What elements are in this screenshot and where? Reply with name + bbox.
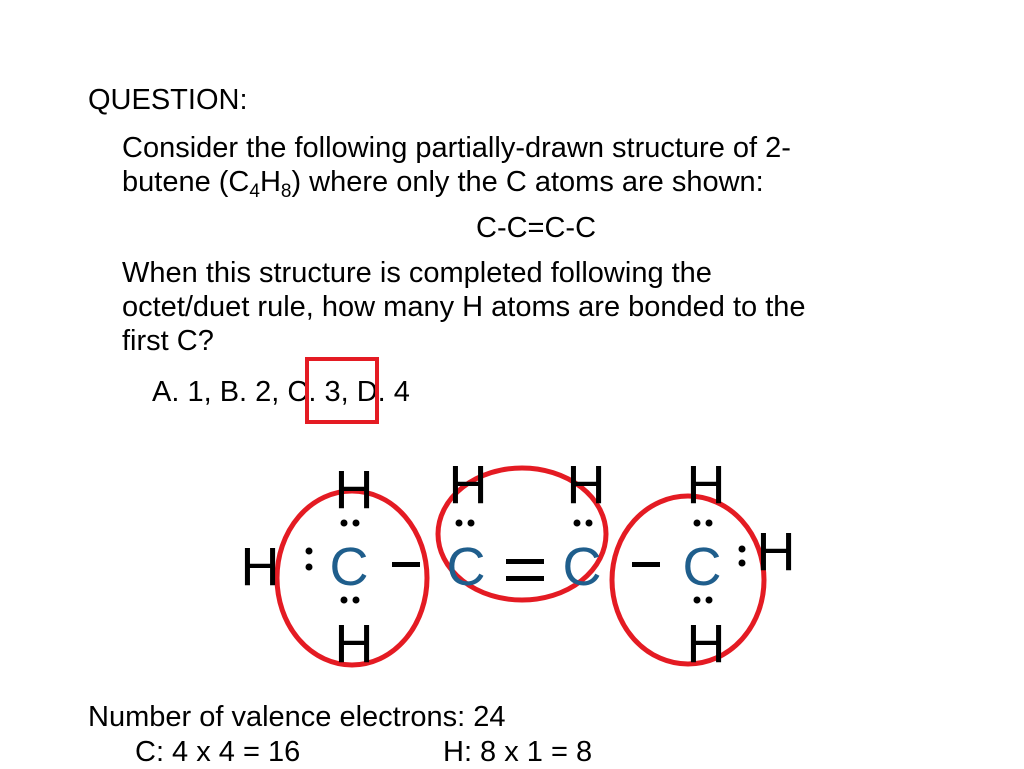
electron-pair-dot — [706, 520, 713, 527]
electron-pair-dot — [306, 564, 313, 571]
carbon-1: C — [329, 537, 369, 597]
question-line-1: Consider the following partially-drawn structure of 2- — [122, 132, 791, 164]
electron-pair-dot — [694, 597, 701, 604]
electron-pair-dot — [341, 520, 348, 527]
double-bond-top — [506, 559, 544, 564]
hydrogen-subscript: 8 — [280, 181, 292, 202]
single-bond-c1-c2 — [392, 562, 420, 567]
hydrogen-right: H — [756, 522, 796, 582]
electron-pair-dot — [468, 520, 475, 527]
carbon-valence-count: C: 4 x 4 = 16 — [135, 736, 301, 768]
hydrogen-c4-bottom: H — [686, 614, 726, 674]
answer-choices: A. 1, B. 2, C. 3, D. 4 — [152, 376, 410, 408]
prompt-line-1: When this structure is completed following the — [122, 257, 712, 289]
carbon-2: C — [446, 537, 486, 597]
hydrogen-c4-top: H — [686, 455, 726, 515]
question-line-2: butene $(C_4H_8)$ where only the C atoms are shown: — [122, 166, 764, 202]
single-bond-c3-c4 — [632, 562, 660, 567]
electron-pair-dot — [456, 520, 463, 527]
hydrogen-left: H — [240, 537, 280, 597]
electron-pair-dot — [353, 597, 360, 604]
carbon-subscript: 4 — [249, 181, 260, 202]
double-bond-bottom — [506, 576, 544, 581]
electron-pair-dot — [574, 520, 581, 527]
question-label: QUESTION: — [88, 84, 248, 116]
hydrogen-c3-top: H — [566, 455, 606, 515]
hydrogen-c1-bottom: H — [334, 614, 374, 674]
electron-pair-dot — [739, 546, 746, 553]
electron-pair-dot — [739, 560, 746, 567]
electron-pair-dot — [341, 597, 348, 604]
carbon-3: C — [562, 537, 602, 597]
electron-pair-dot — [306, 548, 313, 555]
electron-pair-dot — [586, 520, 593, 527]
valence-electron-total: Number of valence electrons: 24 — [88, 701, 506, 733]
carbon-4: C — [682, 537, 722, 597]
electron-pair-dot — [706, 597, 713, 604]
prompt-line-3: first C? — [122, 325, 214, 357]
prompt-line-2: octet/duet rule, how many H atoms are bonded to the — [122, 291, 806, 323]
hydrogen-c1-top: H — [334, 460, 374, 520]
partial-formula: C-C=C-C — [476, 212, 597, 244]
hydrogen-valence-count: H: 8 x 1 = 8 — [443, 736, 593, 768]
electron-pair-dot — [353, 520, 360, 527]
hydrogen-c2-top: H — [448, 455, 488, 515]
electron-pair-dot — [694, 520, 701, 527]
